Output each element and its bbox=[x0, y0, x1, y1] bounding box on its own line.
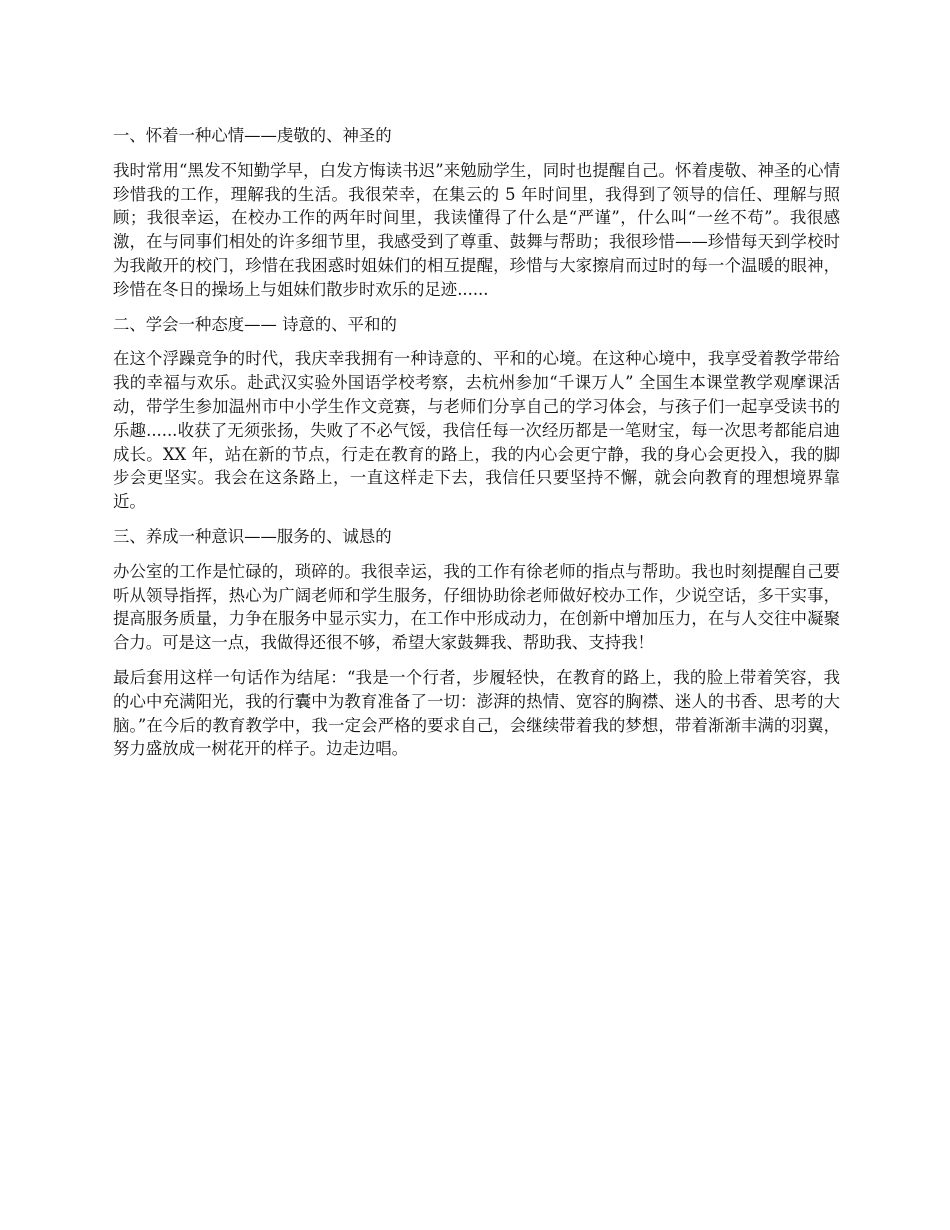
closing-paragraph: 最后套用这样一句话作为结尾：“我是一个行者，步履轻快，在教育的路上，我的脸上带着笑容，我的心中充满阳光，我的行囊中为教育准备了一切：澎湃的热情、宽容的胸襟、迷人的书香、思考的大脑。”在今后的教育教学中，我一定会严格的要求自己，会继续带着我的梦想，带着渐渐丰满的羽翼，努力盛放成一树花开的样子。边走边唱。 bbox=[113, 667, 840, 759]
section-2-heading: 二、学会一种态度—— 诗意的、平和的 bbox=[113, 314, 397, 334]
document-page bbox=[113, 124, 840, 772]
section-1-heading: 一、怀着一种心情——虔敬的、神圣的 bbox=[113, 126, 392, 145]
section-3-body: 办公室的工作是忙碌的，琐碎的。我很幸运，我的工作有徐老师的指点与帮助。我也时刻提醒自己要听从领导指挥，热心为广阔老师和学生服务，仔细协助徐老师做好校办工作，少说空话，多干实事，提高服务质量，力争在服务中显示实力，在工作中形成动力，在创新中增加压力，在与人交往中凝聚合力。可是这一点，我做得还很不够，希望大家鼓舞我、帮助我、支持我！ bbox=[113, 561, 840, 653]
section-2-body: 在这个浮躁竞争的时代，我庆幸我拥有一种诗意的、平和的心境。在这种心境中，我享受着教学带给我的幸福与欢乐。赴武汉实验外国语学校考察，去杭州参加“千课万人” 全国生本课堂教学观摩课活动，带学生参加温州市中小学生作文竞赛，与老师们分享自己的学习体会，与孩子们一起享受读书的乐趣......收获了无须张扬，失败了不必气馁，我信任每一次经历都是一笔财宝，每一次思考都能启迪成长。XX 年，站在新的节点，行走在教育的路上，我的内心会更宁静，我的身心会更投入，我的脚步会更坚实。我会在这条路上，一直这样走下去，我信任只要坚持不懈，就会向教育的理想境界靠近。 bbox=[113, 349, 840, 512]
section-1-body: 我时常用“黑发不知勤学早，白发方悔读书迟”来勉励学生，同时也提醒自己。怀着虔敬、神圣的心情珍惜我的工作，理解我的生活。我很荣幸，在集云的 5 年时间里，我得到了领导的信任、理解与照顾；我很幸运，在校办工作的两年时间里，我读懂得了什么是“严谨”，什么叫“一丝不苟”。我很感激，在与同事们相处的许多细节里，我感受到了尊重、鼓舞与帮助；我很珍惜——珍惜每天到学校时为我敞开的校门，珍惜在我困惑时姐妹们的相互提醒，珍惜与大家擦肩而过时的每一个温暖的眼神，珍惜在冬日的操场上与姐妹们散步时欢乐的足迹...... bbox=[113, 160, 840, 299]
section-3-heading: 三、养成一种意识——服务的、诚恳的 bbox=[113, 526, 392, 546]
